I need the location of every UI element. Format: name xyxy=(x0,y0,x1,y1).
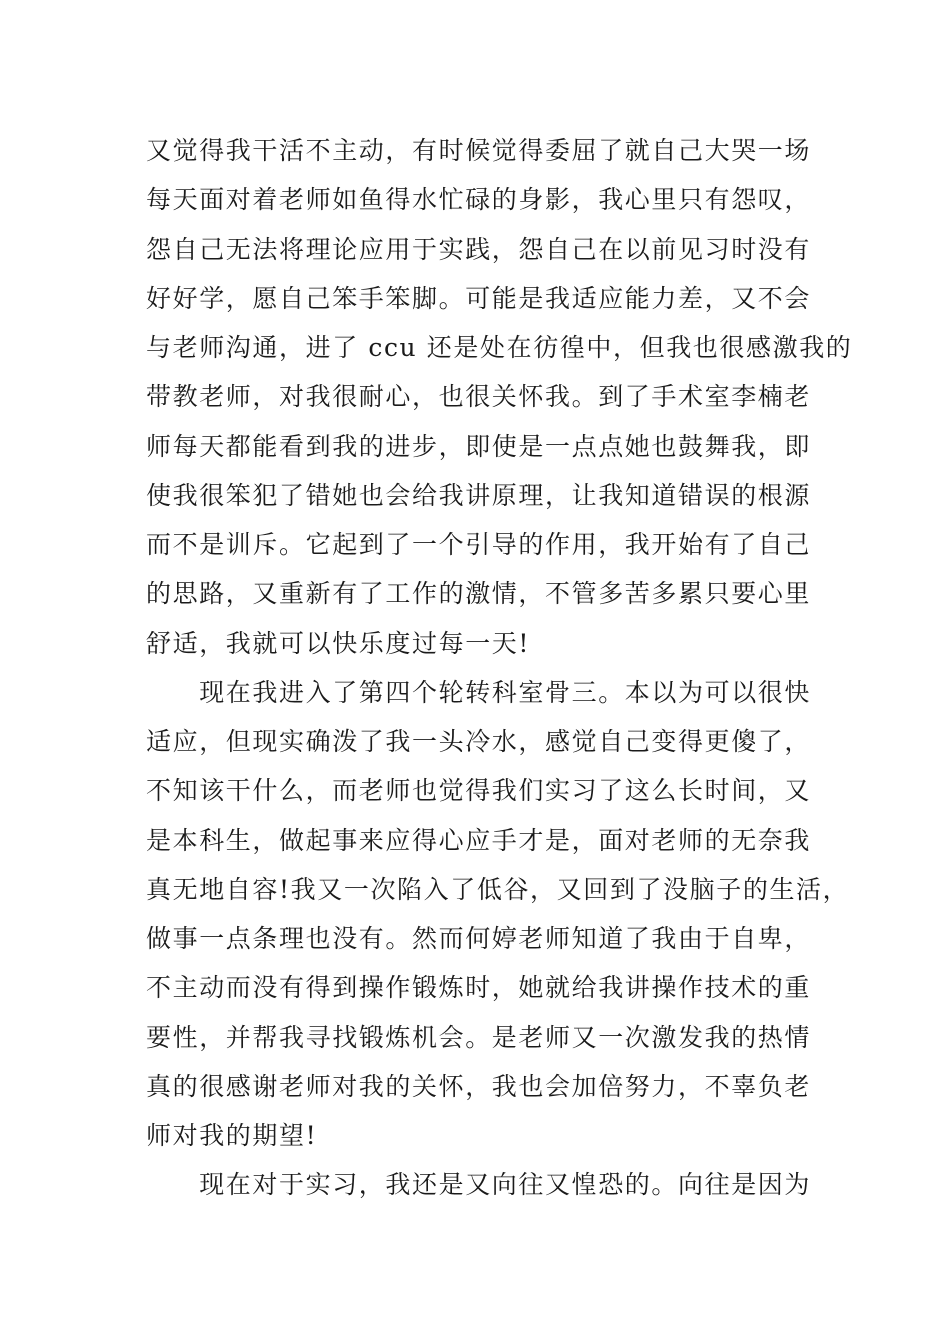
text-line: 要性，并帮我寻找锻炼机会。是老师又一次激发我的热情 xyxy=(146,1022,812,1052)
text-line: 真无地自容!我又一次陷入了低谷，又回到了没脑子的生活， xyxy=(146,874,850,904)
text-line: 做事一点条理也没有。然而何婷老师知道了我由于自卑， xyxy=(146,924,812,953)
text-line: 是本科生，做起事来应得心应手才是，面对老师的无奈我 xyxy=(146,825,812,855)
text-line: 不知该干什么，而老师也觉得我们实习了这么长时间，又 xyxy=(146,776,812,806)
text-line: 不主动而没有得到操作锻炼时，她就给我讲操作技术的重 xyxy=(146,973,812,1003)
text-line: 真的很感谢老师对我的关怀，我也会加倍努力，不辜负老 xyxy=(146,1071,812,1101)
text-line: 而不是训斥。它起到了一个引导的作用，我开始有了自己 xyxy=(146,530,812,559)
text-line: 怨自己无法将理论应用于实践，怨自己在以前见习时没有 xyxy=(146,234,812,264)
text-line: 适应，但现实确泼了我一头冷水，感觉自己变得更傻了， xyxy=(146,727,812,756)
text-line: 使我很笨犯了错她也会给我讲原理，让我知道错误的根源 xyxy=(146,480,812,510)
text-line: 带教老师，对我很耐心，也很关怀我。到了手术室李楠老 xyxy=(146,382,812,412)
text-line: 师对我的期望! xyxy=(146,1121,318,1150)
text-line: 现在对于实习，我还是又向往又惶恐的。向往是因为 xyxy=(146,1170,812,1200)
text-line: 每天面对着老师如鱼得水忙碌的身影，我心里只有怨叹， xyxy=(146,185,812,215)
body-text xyxy=(146,126,853,1210)
text-line: 现在我进入了第四个轮转科室骨三。本以为可以很快 xyxy=(146,677,812,707)
text-line: 又觉得我干活不主动，有时候觉得委屈了就自己大哭一场 xyxy=(146,136,812,165)
text-line: 舒适，我就可以快乐度过每一天! xyxy=(146,628,531,658)
text-line: 师每天都能看到我的进步，即使是一点点她也鼓舞我，即 xyxy=(146,431,812,461)
text-line: 的思路，又重新有了工作的激情，不管多苦多累只要心里 xyxy=(146,579,812,609)
text-line: 好好学，愿自己笨手笨脚。可能是我适应能力差，又不会 xyxy=(146,283,812,313)
text-line: 与老师沟通，进了 ccu 还是处在彷徨中，但我也很感激我的 xyxy=(146,333,853,362)
